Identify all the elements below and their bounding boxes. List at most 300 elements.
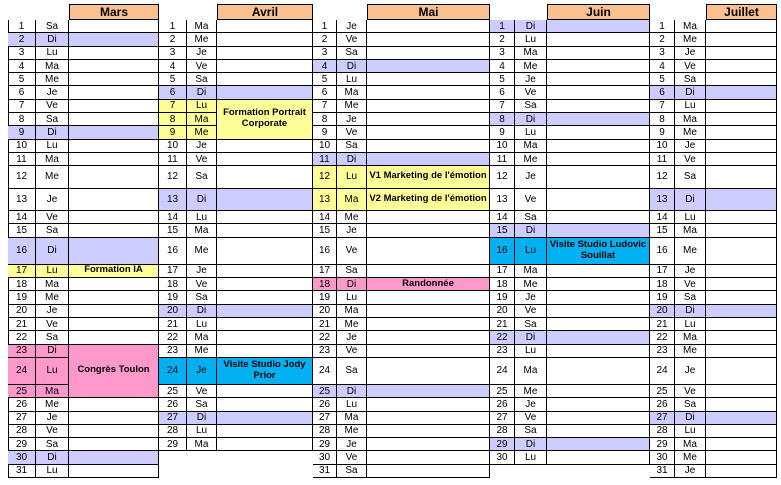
event-block[interactable]: V1 Marketing de l'émotion — [367, 166, 490, 188]
day-name: Ve — [675, 278, 706, 291]
event-slot[interactable] — [367, 100, 490, 113]
day-number: 24 — [159, 358, 187, 385]
day-number: 10 — [650, 140, 675, 153]
day-name: Ve — [187, 153, 217, 166]
event-slot[interactable] — [547, 345, 650, 358]
event-slot[interactable] — [217, 238, 313, 265]
event-slot[interactable] — [69, 166, 159, 188]
event-slot[interactable] — [547, 385, 650, 398]
month-header: Juin — [547, 4, 650, 20]
event-slot[interactable] — [547, 60, 650, 73]
event-block[interactable]: Formation IA — [69, 265, 159, 278]
event-slot[interactable] — [69, 47, 159, 60]
event-slot[interactable] — [217, 153, 313, 166]
event-slot[interactable] — [367, 86, 490, 99]
day-number: 19 — [650, 291, 675, 304]
day-number: 26 — [650, 398, 675, 411]
event-slot[interactable] — [367, 385, 490, 398]
day-number: 5 — [650, 73, 675, 86]
day-number: 4 — [8, 60, 36, 73]
event-slot[interactable] — [367, 60, 490, 73]
day-number: 27 — [650, 412, 675, 425]
event-slot[interactable] — [547, 20, 650, 33]
day-number: 10 — [8, 140, 36, 153]
event-slot[interactable] — [69, 113, 159, 126]
day-name: Di — [675, 412, 706, 425]
event-slot[interactable] — [217, 398, 313, 411]
event-slot[interactable] — [367, 238, 490, 265]
day-name: Sa — [337, 465, 367, 478]
event-slot[interactable] — [69, 465, 159, 478]
event-slot[interactable] — [367, 345, 490, 358]
event-slot[interactable] — [217, 425, 313, 438]
event-slot[interactable] — [217, 385, 313, 398]
event-slot[interactable] — [367, 224, 490, 237]
event-slot[interactable] — [217, 331, 313, 344]
day-name: Lu — [36, 265, 69, 278]
event-slot[interactable] — [367, 126, 490, 139]
event-slot[interactable] — [69, 398, 159, 411]
event-slot[interactable] — [547, 113, 650, 126]
day-number: 2 — [8, 33, 36, 46]
day-name: Di — [515, 224, 547, 237]
event-slot[interactable] — [217, 438, 313, 451]
event-slot[interactable] — [706, 100, 777, 113]
event-slot[interactable] — [547, 100, 650, 113]
day-name: Ma — [675, 113, 706, 126]
day-name: Lu — [675, 211, 706, 224]
month-header: Mars — [69, 4, 159, 20]
event-slot[interactable] — [217, 412, 313, 425]
day-name: Me — [187, 345, 217, 358]
day-number: 29 — [313, 438, 337, 451]
event-block[interactable]: Congrès Toulon — [69, 345, 159, 399]
day-number: 5 — [8, 73, 36, 86]
day-name: Ma — [36, 60, 69, 73]
event-slot[interactable] — [69, 451, 159, 464]
event-slot[interactable] — [547, 358, 650, 385]
event-slot[interactable] — [69, 189, 159, 211]
event-slot[interactable] — [69, 20, 159, 33]
event-slot[interactable] — [706, 86, 777, 99]
event-slot[interactable] — [547, 86, 650, 99]
day-number: 20 — [8, 305, 36, 318]
day-name: Me — [675, 451, 706, 464]
event-slot[interactable] — [217, 189, 313, 211]
event-slot[interactable] — [69, 86, 159, 99]
event-slot[interactable] — [69, 126, 159, 139]
event-slot[interactable] — [547, 265, 650, 278]
day-number: 14 — [650, 211, 675, 224]
day-name: Ma — [675, 224, 706, 237]
event-slot[interactable] — [547, 331, 650, 344]
day-name: Ve — [36, 100, 69, 113]
event-slot[interactable] — [367, 47, 490, 60]
event-slot[interactable] — [706, 113, 777, 126]
event-slot[interactable] — [547, 73, 650, 86]
day-number: 12 — [490, 166, 515, 188]
day-number: 25 — [490, 385, 515, 398]
day-name: Je — [36, 305, 69, 318]
day-number: 15 — [8, 224, 36, 237]
day-name: Ma — [36, 153, 69, 166]
event-slot[interactable] — [367, 305, 490, 318]
event-slot[interactable] — [367, 265, 490, 278]
event-slot[interactable] — [706, 153, 777, 166]
event-slot[interactable] — [69, 140, 159, 153]
day-number: 27 — [313, 412, 337, 425]
event-slot[interactable] — [367, 113, 490, 126]
day-number: 24 — [490, 358, 515, 385]
day-name: Je — [515, 166, 547, 188]
event-slot[interactable] — [547, 425, 650, 438]
event-slot[interactable] — [69, 224, 159, 237]
day-number: 24 — [650, 358, 675, 385]
day-name: Ve — [337, 33, 367, 46]
day-number: 30 — [650, 451, 675, 464]
day-name: Sa — [36, 113, 69, 126]
day-name: Je — [675, 358, 706, 385]
day-number: 4 — [313, 60, 337, 73]
day-number: 5 — [313, 73, 337, 86]
event-slot[interactable] — [367, 465, 490, 478]
day-number: 17 — [650, 265, 675, 278]
day-name: Di — [515, 331, 547, 344]
event-slot[interactable] — [547, 318, 650, 331]
day-number: 13 — [159, 189, 187, 211]
event-slot[interactable] — [547, 140, 650, 153]
event-slot[interactable] — [217, 47, 313, 60]
day-name: Di — [337, 153, 367, 166]
event-slot[interactable] — [706, 224, 777, 237]
event-slot[interactable] — [706, 60, 777, 73]
day-number: 20 — [650, 305, 675, 318]
event-slot[interactable] — [547, 166, 650, 188]
event-slot[interactable] — [217, 140, 313, 153]
event-slot[interactable] — [706, 140, 777, 153]
day-name: Sa — [36, 331, 69, 344]
event-slot[interactable] — [367, 398, 490, 411]
day-name: Me — [337, 318, 367, 331]
event-slot[interactable] — [367, 412, 490, 425]
event-slot[interactable] — [217, 211, 313, 224]
event-slot[interactable] — [706, 318, 777, 331]
event-slot[interactable] — [367, 140, 490, 153]
event-slot[interactable] — [69, 60, 159, 73]
event-slot[interactable] — [367, 451, 490, 464]
event-slot[interactable] — [367, 153, 490, 166]
day-name: Lu — [337, 291, 367, 304]
day-number: 23 — [650, 345, 675, 358]
day-number: 30 — [313, 451, 337, 464]
day-number: 26 — [313, 398, 337, 411]
event-slot[interactable] — [69, 438, 159, 451]
day-name: Sa — [337, 140, 367, 153]
event-slot[interactable] — [367, 211, 490, 224]
event-slot[interactable] — [69, 100, 159, 113]
day-number: 21 — [159, 318, 187, 331]
event-slot[interactable] — [706, 47, 777, 60]
event-block[interactable]: Randonnée — [367, 278, 490, 291]
event-slot[interactable] — [69, 318, 159, 331]
day-number: 24 — [8, 358, 36, 385]
event-slot[interactable] — [217, 224, 313, 237]
day-name: Ve — [675, 60, 706, 73]
day-name: Lu — [337, 166, 367, 188]
day-number: 20 — [313, 305, 337, 318]
day-number: 25 — [8, 385, 36, 398]
event-slot[interactable] — [367, 291, 490, 304]
day-name: Di — [187, 189, 217, 211]
day-number: 27 — [8, 412, 36, 425]
day-name: Di — [187, 412, 217, 425]
event-slot[interactable] — [217, 60, 313, 73]
day-number: 9 — [159, 126, 187, 139]
day-number: 7 — [313, 100, 337, 113]
event-block[interactable]: Visite Studio Ludovic Souillat — [547, 238, 650, 265]
event-slot[interactable] — [547, 33, 650, 46]
day-number: 31 — [313, 465, 337, 478]
day-name: Ve — [337, 345, 367, 358]
event-slot[interactable] — [706, 189, 777, 211]
event-slot[interactable] — [706, 345, 777, 358]
day-name: Ve — [36, 211, 69, 224]
day-name: Sa — [515, 425, 547, 438]
day-name: Me — [675, 238, 706, 265]
day-name: Di — [337, 385, 367, 398]
event-slot[interactable] — [367, 20, 490, 33]
day-number: 18 — [8, 278, 36, 291]
day-number: 30 — [8, 451, 36, 464]
day-name: Me — [675, 126, 706, 139]
event-slot[interactable] — [706, 425, 777, 438]
event-slot[interactable] — [547, 305, 650, 318]
event-slot[interactable] — [69, 412, 159, 425]
day-name: Sa — [187, 398, 217, 411]
day-name: Di — [337, 278, 367, 291]
event-slot[interactable] — [69, 238, 159, 265]
event-slot[interactable] — [217, 20, 313, 33]
day-name: Je — [515, 291, 547, 304]
day-number: 27 — [159, 412, 187, 425]
event-slot[interactable] — [706, 412, 777, 425]
day-number: 14 — [159, 211, 187, 224]
day-name: Ma — [187, 113, 217, 126]
day-name: Ve — [36, 318, 69, 331]
day-number: 28 — [159, 425, 187, 438]
event-slot[interactable] — [367, 318, 490, 331]
event-slot[interactable] — [217, 345, 313, 358]
event-slot[interactable] — [69, 331, 159, 344]
event-slot[interactable] — [367, 33, 490, 46]
day-name: Me — [675, 345, 706, 358]
day-number: 6 — [490, 86, 515, 99]
day-number: 23 — [8, 345, 36, 358]
event-slot[interactable] — [706, 126, 777, 139]
day-number: 11 — [159, 153, 187, 166]
event-block[interactable]: V2 Marketing de l'émotion — [367, 189, 490, 211]
event-slot[interactable] — [217, 265, 313, 278]
event-slot[interactable] — [367, 331, 490, 344]
event-slot[interactable] — [69, 305, 159, 318]
event-slot[interactable] — [217, 73, 313, 86]
event-slot[interactable] — [706, 385, 777, 398]
day-name: Me — [36, 291, 69, 304]
day-name: Ve — [36, 425, 69, 438]
event-slot[interactable] — [217, 33, 313, 46]
event-slot[interactable] — [706, 291, 777, 304]
day-name: Sa — [675, 398, 706, 411]
day-name: Ma — [675, 438, 706, 451]
event-slot[interactable] — [547, 153, 650, 166]
event-slot[interactable] — [547, 451, 650, 464]
day-name: Ma — [675, 20, 706, 33]
day-number: 21 — [8, 318, 36, 331]
day-name: Ve — [515, 189, 547, 211]
day-name: Me — [187, 126, 217, 139]
day-name: Me — [187, 238, 217, 265]
event-slot[interactable] — [547, 438, 650, 451]
day-name: Ve — [515, 412, 547, 425]
event-slot[interactable] — [706, 398, 777, 411]
event-slot[interactable] — [706, 20, 777, 33]
day-number: 15 — [313, 224, 337, 237]
day-number: 26 — [159, 398, 187, 411]
event-slot[interactable] — [217, 318, 313, 331]
day-name: Lu — [515, 345, 547, 358]
event-slot[interactable] — [706, 451, 777, 464]
day-number: 10 — [313, 140, 337, 153]
event-slot[interactable] — [69, 33, 159, 46]
day-name: Je — [337, 20, 367, 33]
day-number: 9 — [313, 126, 337, 139]
day-number: 14 — [313, 211, 337, 224]
event-slot[interactable] — [69, 153, 159, 166]
day-name: Lu — [675, 425, 706, 438]
event-slot[interactable] — [706, 278, 777, 291]
event-slot[interactable] — [706, 465, 777, 478]
event-slot[interactable] — [69, 291, 159, 304]
day-name: Je — [337, 113, 367, 126]
day-name: Je — [187, 140, 217, 153]
day-name: Ma — [337, 189, 367, 211]
day-name: Ma — [187, 224, 217, 237]
event-slot[interactable] — [547, 291, 650, 304]
day-number: 2 — [313, 33, 337, 46]
event-slot[interactable] — [706, 305, 777, 318]
event-slot[interactable] — [706, 331, 777, 344]
day-number: 2 — [650, 33, 675, 46]
event-slot[interactable] — [706, 73, 777, 86]
day-number: 8 — [159, 113, 187, 126]
event-slot[interactable] — [217, 166, 313, 188]
day-name: Ma — [515, 47, 547, 60]
event-slot[interactable] — [217, 278, 313, 291]
day-name: Me — [515, 153, 547, 166]
day-number: 22 — [650, 331, 675, 344]
event-slot[interactable] — [547, 189, 650, 211]
event-slot[interactable] — [547, 412, 650, 425]
event-slot[interactable] — [547, 211, 650, 224]
event-slot[interactable] — [706, 238, 777, 265]
day-name: Sa — [337, 47, 367, 60]
day-number: 12 — [650, 166, 675, 188]
day-name: Je — [337, 438, 367, 451]
day-name: Lu — [187, 211, 217, 224]
event-slot[interactable] — [547, 47, 650, 60]
event-slot[interactable] — [367, 425, 490, 438]
day-number: 8 — [650, 113, 675, 126]
day-number: 10 — [159, 140, 187, 153]
event-slot[interactable] — [217, 86, 313, 99]
event-slot[interactable] — [547, 398, 650, 411]
day-number: 25 — [313, 385, 337, 398]
day-name: Ma — [515, 140, 547, 153]
day-name: Sa — [675, 166, 706, 188]
event-slot[interactable] — [547, 224, 650, 237]
event-slot[interactable] — [547, 278, 650, 291]
day-name: Me — [515, 278, 547, 291]
day-name: Lu — [36, 358, 69, 385]
event-slot[interactable] — [706, 438, 777, 451]
day-number: 18 — [490, 278, 515, 291]
event-block[interactable]: Formation Portrait Corporate — [217, 100, 313, 140]
day-number: 22 — [159, 331, 187, 344]
month-header: Mai — [367, 4, 490, 20]
event-slot[interactable] — [367, 358, 490, 385]
event-slot[interactable] — [367, 438, 490, 451]
day-number: 1 — [313, 20, 337, 33]
day-number: 28 — [650, 425, 675, 438]
day-name: Ve — [337, 126, 367, 139]
day-name: Lu — [515, 238, 547, 265]
day-name: Ma — [337, 412, 367, 425]
event-slot[interactable] — [217, 291, 313, 304]
day-number: 11 — [650, 153, 675, 166]
day-number: 23 — [490, 345, 515, 358]
event-slot[interactable] — [69, 425, 159, 438]
event-slot[interactable] — [706, 358, 777, 385]
day-number: 9 — [650, 126, 675, 139]
day-name: Lu — [515, 126, 547, 139]
event-slot[interactable] — [69, 211, 159, 224]
day-number: 10 — [490, 140, 515, 153]
day-name: Je — [36, 189, 69, 211]
event-slot[interactable] — [706, 33, 777, 46]
day-name: Ma — [36, 278, 69, 291]
day-name: Di — [675, 305, 706, 318]
event-slot[interactable] — [69, 73, 159, 86]
day-name: Je — [337, 331, 367, 344]
day-name: Ve — [675, 385, 706, 398]
day-number: 1 — [8, 20, 36, 33]
event-block[interactable]: Visite Studio Jody Prior — [217, 358, 313, 385]
day-number: 2 — [159, 33, 187, 46]
event-slot[interactable] — [547, 126, 650, 139]
event-slot[interactable] — [367, 73, 490, 86]
day-number: 27 — [490, 412, 515, 425]
event-slot[interactable] — [706, 265, 777, 278]
day-name: Sa — [515, 211, 547, 224]
event-slot[interactable] — [706, 211, 777, 224]
event-slot[interactable] — [217, 305, 313, 318]
day-name: Ve — [337, 238, 367, 265]
event-slot[interactable] — [706, 166, 777, 188]
day-number: 30 — [490, 451, 515, 464]
event-slot[interactable] — [69, 278, 159, 291]
day-number: 19 — [8, 291, 36, 304]
day-number: 18 — [313, 278, 337, 291]
